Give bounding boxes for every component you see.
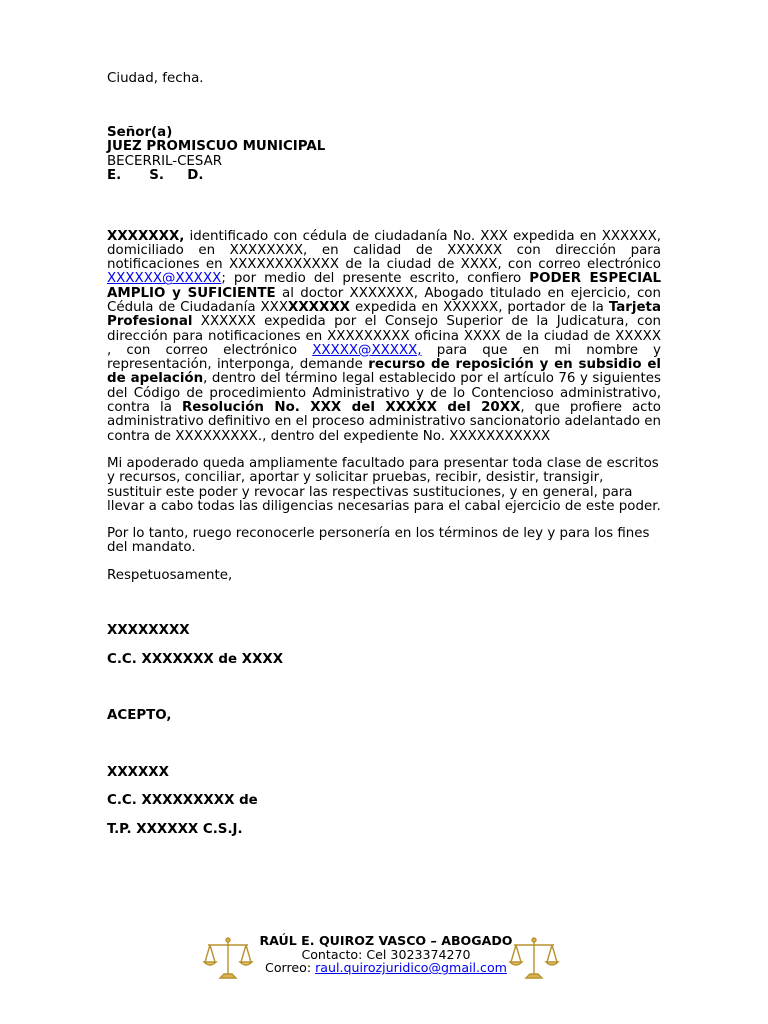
footer-text-block	[200, 934, 572, 975]
firm-name: RAÚL E. QUIROZ VASCO – ABOGADO	[259, 933, 513, 948]
power-type: PODER ESPECIAL AMPLIO y SUFICIENTE	[107, 271, 661, 301]
attorney-id: C.C. XXXXXXXXX de	[107, 793, 258, 809]
addressee-location: BECERRIL-CESAR	[107, 153, 223, 169]
grantor-id: C.C. XXXXXXX de XXXX	[107, 651, 284, 667]
footer-email-line: Correo: raul.quirozjuridico@gmail.com	[265, 960, 507, 976]
esd-line: E. S. D.	[107, 168, 204, 183]
paragraph-faculties: Mi apoderado queda ampliamente facultado para presentar toda clase de escritos y recursos, conciliar, aportar y solicitar pruebas, recibir, desistir, transigir, sustituir este poder y revocar las respectivas sustituciones, y en general, para llevar a cabo todas las diligencias necesarias para el cabal ejercicio de este poder.	[107, 455, 661, 514]
footer-email-link[interactable]: raul.quirozjuridico@gmail.com	[315, 960, 507, 976]
grantor-signature-name: XXXXXXXX	[107, 623, 190, 639]
attorney-signature-name: XXXXXX	[107, 764, 169, 780]
accept-label: ACEPTO,	[107, 708, 172, 724]
letterhead-footer	[200, 934, 572, 984]
paragraph-power-grant: XXXXXXX, identificado con cédula de ciudadanía No. XXX expedida en XXXXXX, domiciliado en XXXXXXXX, en calidad de XXXXXX con dirección para notificaciones en XXXXXXXXXXXX de la ciudad de XXXX, con correo electrónico XXXXXX@XXXXX; por medio del presente escrito, confiero PODER ESPECIAL AMPLIO y SUFICIENTE al doctor XXXXXXX, Abogado titulado en ejercicio, con Cédula de Ciudadanía XXXXXXXXX expedida en XXXXXX, portador de la Tarjeta Profesional XXXXXX expedida por el Consejo Superior de la Judicatura, con dirección para notificaciones en XXXXXXXXX oficina XXXX de la ciudad de XXXXX , con correo electrónico XXXXX@XXXXX, para que en mi nombre y representación, interponga, demande recurso de reposición y en subsidio el de apelación, dentro del término legal establecido por el artículo 76 y siguientes del Código de procedimiento Administrativo y de lo Contencioso administrativo, contra la Resolución No. XXX del XXXXX del 20XX, que profiere acto administrativo definitivo en el proceso administrativo sancionatorio adelantado en contra de XXXXXXXXX., dentro del expediente No. XXXXXXXXXXX	[107, 228, 662, 444]
document-page	[107, 72, 661, 837]
paragraph-request: Por lo tanto, ruego reconocerle personería en los términos de ley y para los fines del mandato.	[107, 526, 650, 556]
footer-contact: Contacto: Cel 3023374270	[301, 946, 471, 962]
salutation: Señor(a)	[107, 124, 173, 140]
place-date: Ciudad, fecha.	[107, 71, 204, 86]
grantor-name: XXXXXXX,	[107, 228, 185, 244]
email-link-grantor[interactable]: XXXXXX@XXXXX	[107, 271, 222, 287]
email-link-attorney[interactable]: XXXXX@XXXXX,	[312, 342, 422, 358]
closing: Respetuosamente,	[107, 567, 233, 583]
attorney-tp: T.P. XXXXXX C.S.J.	[107, 821, 243, 837]
addressee: JUEZ PROMISCUO MUNICIPAL	[107, 139, 326, 154]
